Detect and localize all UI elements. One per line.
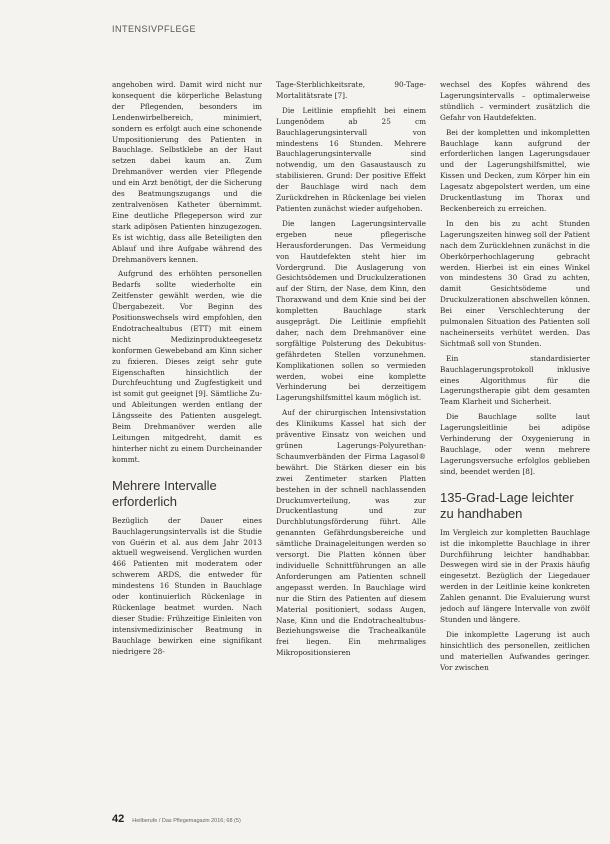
page-number: 42: [112, 813, 125, 825]
paragraph: In den bis zu acht Stunden Lagerungszeiten hinweg soll der Patient nach dem Zurücklehnen zunächst in die Oberkörperhochlagerung gebracht werden. Hierbei ist ein eines Winkel von mindestens 30 Grad zu achten, damit Gesichtsödeme und Druckulzerationen abschwellen können. Bei einer Verschlechterung der pulmonalen Situation des Patienten soll nacheinerseits verhütet werden. Das Sichtmaß soll von Stunden.: [440, 218, 590, 348]
paragraph: angehoben wird. Damit wird nicht nur konsequent die körperliche Belastung der Pflegenden, besonders im Lendenwirbelbereich, minimiert, sondern es erfolgt auch eine schonende Umpositionierung des Patienten in Bauchlage. Selbstklebe an der Haut setzen dabei kaum an. Zum Drehmanöver werden vier Pflegende und ein Arzt benötigt, der die Sicherung des Beatmungszugangs und die zentralvenösen Katheter übernimmt. Eine deutliche Pflegeperson wird zur stark adipösen Patienten hinzugezogen. Es ist wichtig, dass alle Beteiligten den Ablauf und ihre Aufgabe während des Drehmanövers kennen.: [112, 80, 262, 264]
column-1: [112, 80, 262, 810]
paragraph: wechsel des Kopfes während des Lagerungsintervalls – optimalerweise stündlich – vermindert zusätzlich die Gefahr von Hautdefekten.: [440, 80, 590, 122]
section-title: INTENSIVPFLEGE: [112, 24, 197, 34]
paragraph: Bei der kompletten und inkompletten Bauchlage kann aufgrund der erforderlichen langen Lagerungsdauer und der Lagerungshilfsmittel, wie Kissen und Decken, zum Körper hin ein Lagesatz abgepolstert werden, um eine Druckentlastung im Thorax und Beckenbereich zu erreichen.: [440, 127, 590, 213]
paragraph: Die Leitlinie empfiehlt bei einem Lungenödem ab 25 cm Bauchlagerungsintervall von mindestens 16 Stunden. Mehrere Bauchlagerungsintervalle sind notwendig, um den Gasaustausch zu stabilisieren. Grund: Der positive Effekt der Bauchlage wird nach dem Zurückdrehen in Rückenlage bei vielen Patienten zunächst wieder aufgehoben.: [276, 105, 426, 213]
subheading: Mehrere Intervalle erforderlich: [112, 477, 217, 509]
journal-citation: Heilberufe / Das Pflegemagazin 2016; 68 (5): [132, 818, 241, 824]
column-3: [440, 80, 590, 810]
paragraph: Die inkomplette Lagerung ist auch hinsichtlich des personellen, zeitlichen und materiellen Aufwandes geringer. Vor zwischen: [440, 629, 590, 672]
paragraph: Aufgrund des erhöhten personellen Bedarfs sollte wiederholte ein Zeitfenster gewählt werden, wie die Übergabezeit. Vor Beginn des Positionswechsels wird empfohlen, den Endotrachealtubus (ETT) mit einem nicht Medizinprodukteegesetz konformen Gewebeband am Kinn sicher zu fixieren. Dieses zeigt sehr gute Eigenschaften hinsichtlich der Durchfeuchtung und Zugfestigkeit und ist somit gut geeignet [9]. Sämtliche Zu- und Ableitungen werden entlang der Längsseite des Patienten ausgelegt. Beim Drehmanöver werden alle Leitungen mitgedreht, damit es hinterher nicht zu einem Durcheinander kommt.: [112, 269, 262, 464]
paragraph: Die langen Lagerungsintervalle ergeben neue pflegerische Herausforderungen. Das Vermeidung von Hautdefekten steht hier im Vordergrund. Die Auslagerung von Gesichtsödemen und Druckulzerationen auf der Stirn, der Nase, dem Kinn, den Thoraxwand und dem Knie sind bei der kompletten Bauchlage stark ausgeprägt. Die Leitlinie empfiehlt daher, nach dem Drehmanöver eine sorgfältige Polsterung des Dekubitus-gefährdeten Stellen vorzunehmen. Komplikationen sollen so vermieden werden, wobei eine komplette Verhinderung bei derzeitigem Lagerungshilfsmittel kaum möglich ist.: [276, 218, 426, 403]
subheading: 135-Grad-Lage leichter zu handhaben: [440, 489, 574, 521]
paragraph: Auf der chirurgischen Intensivstation des Klinikums Kassel hat sich der präventive Einsatz von weichen und grünen Lagerungs-Polyurethan-Schaumverbänden der Firma Lagasol® bewährt. Die Stärken dieser ein bis zwei Zentimeter starken Platten bestehen in der schnell nachlassenden Druckumverteilung, was zur Druckentlastung und zur Durchblutungsförderung führt. Alle genannten Gefährdungsbereiche und sämtliche Drainageleitungen werden so versorgt. Die Platten können über individuelle Schnittführungen an alle Anforderungen am Patienten schnell angepasst werden. In Bauchlage wird nur die Stirn des Patienten auf diesem Material positioniert, sodass Augen, Nase, Kinn und die Endotrachealtubus-Beziehungsweise die Trachealkanüle frei liegen. Ein mehrmaliges Mikropositionsieren: [276, 408, 426, 658]
paragraph: Bezüglich der Dauer eines Bauchlagerungsintervalls ist die Studie von Guérin et al. aus dem Jahr 2013 aktuell wegweisend. Verglichen wurden 466 Patienten mit moderatem oder schwerem ARDS, die entweder für mindestens 16 Stunden in Bauchlage oder kontinuierlich Rückenlage in Rückenlage beatmet wurden. Nach dieser Studie: Frühzeitige Einleiten von intensivmedizinischer Beatmung in Bauchlage bewirken eine signifikant niedrigere 28-: [112, 515, 262, 656]
paragraph: Im Vergleich zur kompletten Bauchlage ist die inkomplette Bauchlage in ihrer Durchführung leichter handhabbar. Deswegen wird sie in der Praxis häufig eingesetzt. Bezüglich der Liegedauer werden in der Leitlinie keine konkreten Zahlen genannt. Die Evaluierung wurst jedoch auf längere Intervalle von zwölf Stunden und längere.: [440, 527, 590, 624]
paragraph: Tage-Sterblichkeitsrate, 90-Tage-Mortalitätsrate [7].: [276, 80, 426, 100]
paragraph: Die Bauchlage sollte laut Lagerungsleitlinie bei adipöse Verhinderung der Oxygenierung in Bauchlage, oder wenn mehrere Lagerungsversuche erfolglos geblieben sind, beendet werden [8].: [440, 412, 590, 476]
page-footer: [112, 813, 241, 825]
article-body: [112, 80, 590, 810]
paragraph: Ein standardisierter Bauchlagerungsprotokoll inklusive eines Algorithmus für die Lagerungstherapie gibt dem gesamten Team Klarheit und Sicherheit.: [440, 353, 590, 407]
column-2: [276, 80, 426, 810]
